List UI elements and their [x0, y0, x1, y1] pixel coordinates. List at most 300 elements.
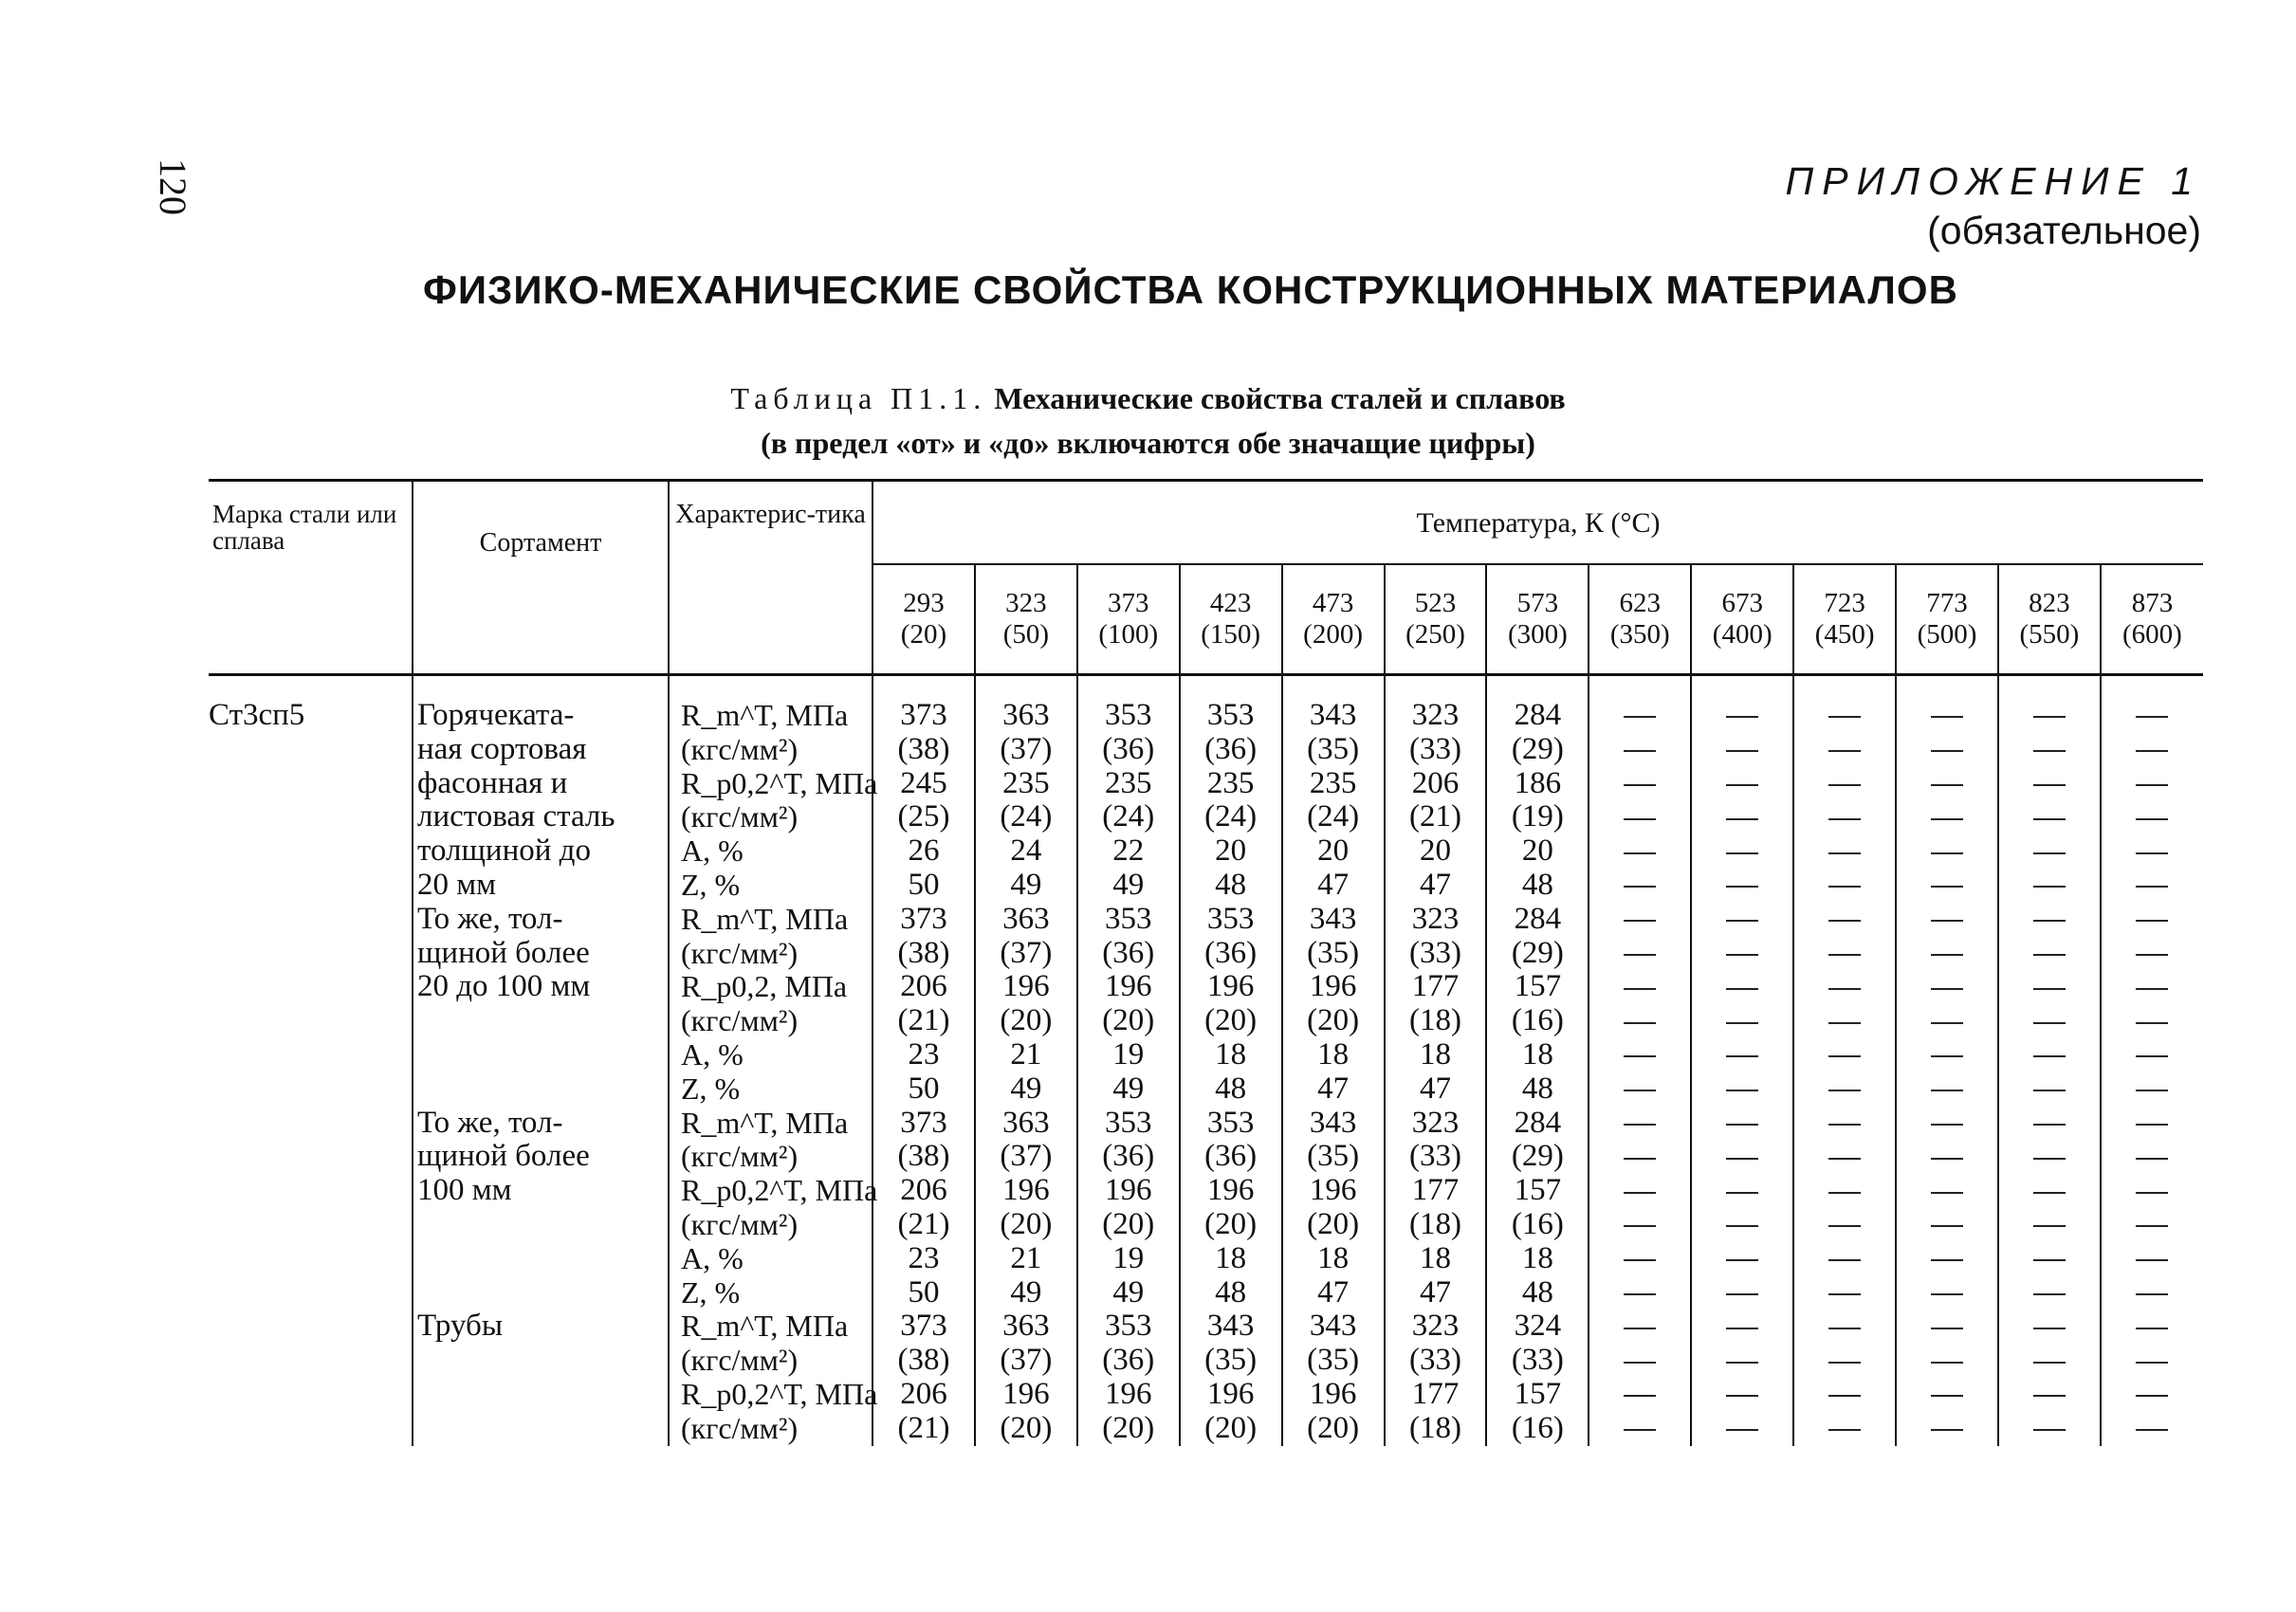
cell-characteristic: (кгс/мм²)	[669, 1344, 872, 1378]
dash-mark	[1931, 920, 1963, 922]
cell-value: 323	[1385, 675, 1487, 733]
header-temp-celsius: (500)	[1917, 619, 1977, 650]
cell-empty	[1589, 1140, 1691, 1174]
dash-mark	[1624, 1225, 1656, 1227]
table-row	[209, 1004, 2203, 1038]
cell-value: (33)	[1385, 1344, 1487, 1378]
cell-value: 284	[1486, 1107, 1589, 1141]
cell-value: 284	[1486, 903, 1589, 937]
cell-value: (38)	[872, 1344, 975, 1378]
cell-value: 48	[1486, 1072, 1589, 1107]
cell-value: 196	[975, 970, 1077, 1004]
dash-mark	[1931, 784, 1963, 786]
table-caption-line1: Механические свойства сталей и сплавов	[994, 381, 1566, 415]
header-temp-kelvin: 423	[1209, 588, 1252, 618]
cell-value: 20	[1282, 834, 1385, 869]
cell-empty	[1896, 1378, 1998, 1412]
header-temp-1	[975, 564, 1077, 675]
cell-empty	[1896, 767, 1998, 801]
cell-value: 48	[1180, 1072, 1282, 1107]
dash-mark	[1624, 1192, 1656, 1194]
cell-mark	[209, 903, 413, 937]
cell-characteristic: (кгс/мм²)	[669, 1208, 872, 1242]
table-row	[209, 1038, 2203, 1072]
cell-value: 196	[1180, 1378, 1282, 1412]
cell-value: 373	[872, 675, 975, 733]
cell-value: 47	[1282, 1072, 1385, 1107]
header-temperature: Температура, К (°С)	[872, 481, 2203, 565]
cell-value: (18)	[1385, 1412, 1487, 1446]
dash-mark	[1828, 954, 1861, 956]
dash-mark	[1624, 1362, 1656, 1364]
dash-mark	[1931, 1090, 1963, 1091]
table-caption	[0, 376, 2296, 466]
cell-empty	[2101, 800, 2203, 834]
cell-characteristic: R_p0,2^T, МПа	[669, 1378, 872, 1412]
cell-empty	[1998, 1310, 2101, 1344]
cell-value: (21)	[872, 1412, 975, 1446]
cell-empty	[1793, 834, 1896, 869]
cell-value: 206	[872, 1378, 975, 1412]
header-temp-kelvin: 373	[1108, 588, 1149, 618]
dash-mark	[2136, 1395, 2168, 1397]
cell-empty	[1793, 937, 1896, 971]
dash-mark	[2136, 920, 2168, 922]
dash-mark	[1828, 1395, 1861, 1397]
header-temp-4	[1282, 564, 1385, 675]
cell-value: 343	[1282, 1107, 1385, 1141]
header-temp-kelvin: 723	[1824, 588, 1865, 618]
table-row	[209, 800, 2203, 834]
cell-value: 24	[975, 834, 1077, 869]
dash-mark	[1931, 1362, 1963, 1364]
cell-empty	[2101, 1174, 2203, 1208]
cell-value: 18	[1180, 1242, 1282, 1276]
cell-empty	[1691, 869, 1793, 903]
cell-value: 47	[1385, 1276, 1487, 1310]
cell-empty	[1793, 1310, 1896, 1344]
dash-mark	[1624, 1259, 1656, 1261]
cell-mark	[209, 1004, 413, 1038]
cell-value: (36)	[1180, 733, 1282, 767]
cell-value: (21)	[872, 1004, 975, 1038]
cell-empty	[1589, 1242, 1691, 1276]
dash-mark	[2033, 954, 2066, 956]
cell-empty	[2101, 675, 2203, 733]
cell-value: 363	[975, 1107, 1077, 1141]
dash-mark	[1931, 1124, 1963, 1126]
header-temp-11	[1998, 564, 2101, 675]
cell-value: (20)	[1282, 1208, 1385, 1242]
cell-value: 20	[1180, 834, 1282, 869]
cell-empty	[1589, 1310, 1691, 1344]
cell-empty	[1998, 675, 2101, 733]
dash-mark	[1828, 1192, 1861, 1194]
cell-value: 177	[1385, 1174, 1487, 1208]
table-row	[209, 1107, 2203, 1141]
dash-mark	[2136, 1192, 2168, 1194]
dash-mark	[1624, 920, 1656, 922]
cell-value: 206	[872, 1174, 975, 1208]
dash-mark	[1931, 716, 1963, 718]
cell-empty	[1998, 1412, 2101, 1446]
appendix-label: ПРИЛОЖЕНИЕ 1	[1785, 159, 2201, 203]
table-row	[209, 1310, 2203, 1344]
cell-value: 20	[1486, 834, 1589, 869]
cell-value: 373	[872, 903, 975, 937]
cell-value: (24)	[1282, 800, 1385, 834]
cell-value: 47	[1385, 869, 1487, 903]
dash-mark	[1828, 716, 1861, 718]
dash-mark	[2033, 1055, 2066, 1057]
dash-mark	[2033, 1225, 2066, 1227]
cell-empty	[2101, 937, 2203, 971]
dash-mark	[1726, 1293, 1758, 1295]
dash-mark	[1624, 1395, 1656, 1397]
cell-value: 18	[1486, 1038, 1589, 1072]
cell-empty	[2101, 1004, 2203, 1038]
cell-empty	[1691, 1276, 1793, 1310]
dash-mark	[1931, 1429, 1963, 1431]
table-row	[209, 1242, 2203, 1276]
cell-value: 235	[1180, 767, 1282, 801]
dash-mark	[1726, 886, 1758, 888]
cell-empty	[1793, 675, 1896, 733]
cell-empty	[1998, 733, 2101, 767]
cell-empty	[1589, 1378, 1691, 1412]
dash-mark	[1828, 818, 1861, 820]
dash-mark	[1828, 1090, 1861, 1091]
cell-empty	[1589, 1276, 1691, 1310]
dash-mark	[1931, 1328, 1963, 1329]
cell-value: 49	[975, 1072, 1077, 1107]
dash-mark	[2033, 1328, 2066, 1329]
cell-empty	[1691, 800, 1793, 834]
cell-value: (20)	[1180, 1412, 1282, 1446]
table-row	[209, 1378, 2203, 1412]
cell-mark	[209, 767, 413, 801]
cell-empty	[1793, 1208, 1896, 1242]
cell-value: 177	[1385, 970, 1487, 1004]
dash-mark	[2136, 1158, 2168, 1160]
cell-empty	[1589, 1208, 1691, 1242]
cell-sortament: Горячеката-	[413, 675, 669, 733]
cell-sortament	[413, 1004, 669, 1038]
cell-empty	[1793, 1242, 1896, 1276]
cell-mark	[209, 1140, 413, 1174]
cell-characteristic: Z, %	[669, 869, 872, 903]
cell-empty	[2101, 903, 2203, 937]
dash-mark	[1726, 954, 1758, 956]
header-temp-kelvin: 873	[2131, 588, 2174, 618]
dash-mark	[2136, 1259, 2168, 1261]
cell-value: 157	[1486, 1378, 1589, 1412]
dash-mark	[2136, 1090, 2168, 1091]
dash-mark	[1726, 750, 1758, 752]
cell-value: 363	[975, 675, 1077, 733]
cell-empty	[1896, 869, 1998, 903]
cell-empty	[1589, 733, 1691, 767]
cell-mark	[209, 1038, 413, 1072]
cell-value: 353	[1180, 1107, 1282, 1141]
dash-mark	[1624, 1158, 1656, 1160]
cell-empty	[1998, 834, 2101, 869]
dash-mark	[2033, 784, 2066, 786]
cell-empty	[1691, 1140, 1793, 1174]
cell-characteristic: A, %	[669, 1242, 872, 1276]
dash-mark	[2033, 750, 2066, 752]
dash-mark	[2033, 818, 2066, 820]
cell-value: 18	[1385, 1242, 1487, 1276]
dash-mark	[1931, 750, 1963, 752]
cell-empty	[1998, 1004, 2101, 1038]
dash-mark	[1726, 1022, 1758, 1024]
header-sortament: Сортамент	[413, 481, 669, 675]
cell-mark	[209, 1174, 413, 1208]
dash-mark	[2033, 886, 2066, 888]
cell-value: 49	[975, 1276, 1077, 1310]
dash-mark	[1624, 1055, 1656, 1057]
dash-mark	[1726, 1395, 1758, 1397]
header-temp-celsius: (550)	[2019, 619, 2080, 650]
cell-sortament	[413, 1208, 669, 1242]
cell-empty	[1793, 733, 1896, 767]
cell-empty	[1998, 903, 2101, 937]
cell-value: (18)	[1385, 1004, 1487, 1038]
cell-value: (29)	[1486, 1140, 1589, 1174]
cell-value: 323	[1385, 1107, 1487, 1141]
cell-value: (36)	[1077, 1140, 1180, 1174]
cell-sortament: То же, тол-	[413, 903, 669, 937]
dash-mark	[2033, 1158, 2066, 1160]
cell-sortament: То же, тол-	[413, 1107, 669, 1141]
cell-value: (37)	[975, 733, 1077, 767]
cell-value: 18	[1385, 1038, 1487, 1072]
dash-mark	[1931, 1055, 1963, 1057]
cell-mark	[209, 800, 413, 834]
dash-mark	[2136, 988, 2168, 990]
dash-mark	[2136, 1293, 2168, 1295]
cell-empty	[1896, 1276, 1998, 1310]
cell-empty	[1589, 869, 1691, 903]
cell-empty	[2101, 767, 2203, 801]
header-temp-celsius: (400)	[1712, 619, 1773, 650]
cell-empty	[1691, 1174, 1793, 1208]
cell-value: 47	[1385, 1072, 1487, 1107]
cell-value: (21)	[872, 1208, 975, 1242]
dash-mark	[1726, 1124, 1758, 1126]
header-mark: Марка стали или сплава	[209, 481, 413, 675]
cell-empty	[1793, 970, 1896, 1004]
cell-value: 235	[975, 767, 1077, 801]
cell-empty	[1589, 767, 1691, 801]
cell-value: 353	[1077, 903, 1180, 937]
cell-value: 206	[872, 970, 975, 1004]
dash-mark	[1931, 954, 1963, 956]
dash-mark	[1624, 1090, 1656, 1091]
cell-characteristic: (кгс/мм²)	[669, 937, 872, 971]
dash-mark	[1828, 1429, 1861, 1431]
dash-mark	[1931, 1293, 1963, 1295]
dash-mark	[1726, 1192, 1758, 1194]
header-temp-celsius: (200)	[1303, 619, 1363, 650]
cell-value: 48	[1180, 869, 1282, 903]
header-temp-2	[1077, 564, 1180, 675]
cell-empty	[1998, 767, 2101, 801]
cell-empty	[1691, 675, 1793, 733]
cell-mark	[209, 1242, 413, 1276]
dash-mark	[1931, 1158, 1963, 1160]
cell-mark	[209, 1276, 413, 1310]
cell-characteristic: R_m^T, МПа	[669, 675, 872, 733]
dash-mark	[1624, 1022, 1656, 1024]
dash-mark	[1624, 988, 1656, 990]
cell-empty	[2101, 1378, 2203, 1412]
cell-value: 245	[872, 767, 975, 801]
cell-value: 22	[1077, 834, 1180, 869]
cell-empty	[1691, 733, 1793, 767]
cell-empty	[2101, 1038, 2203, 1072]
cell-empty	[1691, 1072, 1793, 1107]
dash-mark	[1828, 1225, 1861, 1227]
cell-mark	[209, 970, 413, 1004]
cell-value: 235	[1077, 767, 1180, 801]
cell-value: 196	[1282, 1378, 1385, 1412]
dash-mark	[1828, 988, 1861, 990]
dash-mark	[2033, 1293, 2066, 1295]
cell-value: 343	[1282, 1310, 1385, 1344]
cell-value: 363	[975, 903, 1077, 937]
dash-mark	[2033, 1090, 2066, 1091]
cell-empty	[1896, 675, 1998, 733]
cell-empty	[1691, 834, 1793, 869]
cell-value: (20)	[975, 1208, 1077, 1242]
cell-mark	[209, 1310, 413, 1344]
cell-empty	[1589, 1174, 1691, 1208]
dash-mark	[2136, 1362, 2168, 1364]
cell-value: 196	[1077, 970, 1180, 1004]
cell-value: 177	[1385, 1378, 1487, 1412]
cell-value: 235	[1282, 767, 1385, 801]
cell-value: 49	[1077, 869, 1180, 903]
table-row	[209, 1208, 2203, 1242]
cell-sortament	[413, 1276, 669, 1310]
cell-empty	[1691, 937, 1793, 971]
dash-mark	[2136, 784, 2168, 786]
cell-mark	[209, 937, 413, 971]
dash-mark	[1726, 1225, 1758, 1227]
dash-mark	[2136, 954, 2168, 956]
properties-table	[209, 479, 2203, 1446]
table-row	[209, 1140, 2203, 1174]
cell-empty	[1998, 970, 2101, 1004]
cell-empty	[1691, 1208, 1793, 1242]
cell-value: 18	[1180, 1038, 1282, 1072]
cell-empty	[1998, 1344, 2101, 1378]
dash-mark	[1828, 1362, 1861, 1364]
dash-mark	[2033, 1362, 2066, 1364]
cell-mark	[209, 834, 413, 869]
cell-empty	[1998, 800, 2101, 834]
cell-empty	[1691, 1107, 1793, 1141]
dash-mark	[2136, 1124, 2168, 1126]
header-temp-celsius: (300)	[1507, 619, 1568, 650]
cell-value: (37)	[975, 1140, 1077, 1174]
cell-value: (38)	[872, 1140, 975, 1174]
cell-value: 21	[975, 1242, 1077, 1276]
cell-sortament	[413, 1378, 669, 1412]
cell-mark	[209, 1378, 413, 1412]
dash-mark	[1624, 1429, 1656, 1431]
cell-empty	[1998, 1174, 2101, 1208]
cell-empty	[1589, 970, 1691, 1004]
cell-value: 353	[1077, 675, 1180, 733]
cell-empty	[1793, 1140, 1896, 1174]
cell-value: 196	[1282, 1174, 1385, 1208]
cell-value: 373	[872, 1310, 975, 1344]
cell-empty	[1793, 869, 1896, 903]
cell-value: (20)	[1077, 1004, 1180, 1038]
cell-value: 206	[1385, 767, 1487, 801]
dash-mark	[2136, 750, 2168, 752]
cell-value: (18)	[1385, 1208, 1487, 1242]
cell-empty	[2101, 970, 2203, 1004]
cell-characteristic: Z, %	[669, 1072, 872, 1107]
header-temp-celsius: (250)	[1405, 619, 1465, 650]
table-row	[209, 1344, 2203, 1378]
table-row	[209, 869, 2203, 903]
cell-empty	[1589, 1344, 1691, 1378]
dash-mark	[2033, 1259, 2066, 1261]
header-temp-kelvin: 623	[1619, 588, 1662, 618]
cell-value: 23	[872, 1242, 975, 1276]
dash-mark	[2033, 1429, 2066, 1431]
table-row	[209, 733, 2203, 767]
dash-mark	[1726, 1328, 1758, 1329]
dash-mark	[1624, 750, 1656, 752]
dash-mark	[1931, 1395, 1963, 1397]
cell-mark	[209, 1412, 413, 1446]
cell-empty	[2101, 1310, 2203, 1344]
cell-empty	[1691, 1038, 1793, 1072]
dash-mark	[1931, 988, 1963, 990]
cell-value: (16)	[1486, 1004, 1589, 1038]
dash-mark	[1624, 716, 1656, 718]
dash-mark	[1931, 852, 1963, 854]
table-row	[209, 675, 2203, 733]
dash-mark	[1624, 1124, 1656, 1126]
cell-value: (24)	[975, 800, 1077, 834]
cell-empty	[1998, 1208, 2101, 1242]
cell-characteristic: A, %	[669, 1038, 872, 1072]
cell-empty	[1589, 1072, 1691, 1107]
header-characteristic: Характерис-тика	[669, 481, 872, 675]
cell-value: 26	[872, 834, 975, 869]
header-temp-kelvin: 573	[1516, 588, 1559, 618]
cell-value: 343	[1180, 1310, 1282, 1344]
dash-mark	[1828, 1022, 1861, 1024]
cell-mark	[209, 869, 413, 903]
cell-sortament: ная сортовая	[413, 733, 669, 767]
page-title: ФИЗИКО-МЕХАНИЧЕСКИЕ СВОЙСТВА КОНСТРУКЦИОННЫХ МАТЕРИАЛОВ	[423, 267, 1958, 312]
header-temp-12	[2101, 564, 2203, 675]
cell-characteristic: (кгс/мм²)	[669, 733, 872, 767]
header-temp-kelvin: 323	[1005, 588, 1047, 618]
cell-value: (21)	[1385, 800, 1487, 834]
cell-characteristic: R_p0,2^T, МПа	[669, 767, 872, 801]
dash-mark	[1726, 920, 1758, 922]
dash-mark	[2136, 886, 2168, 888]
